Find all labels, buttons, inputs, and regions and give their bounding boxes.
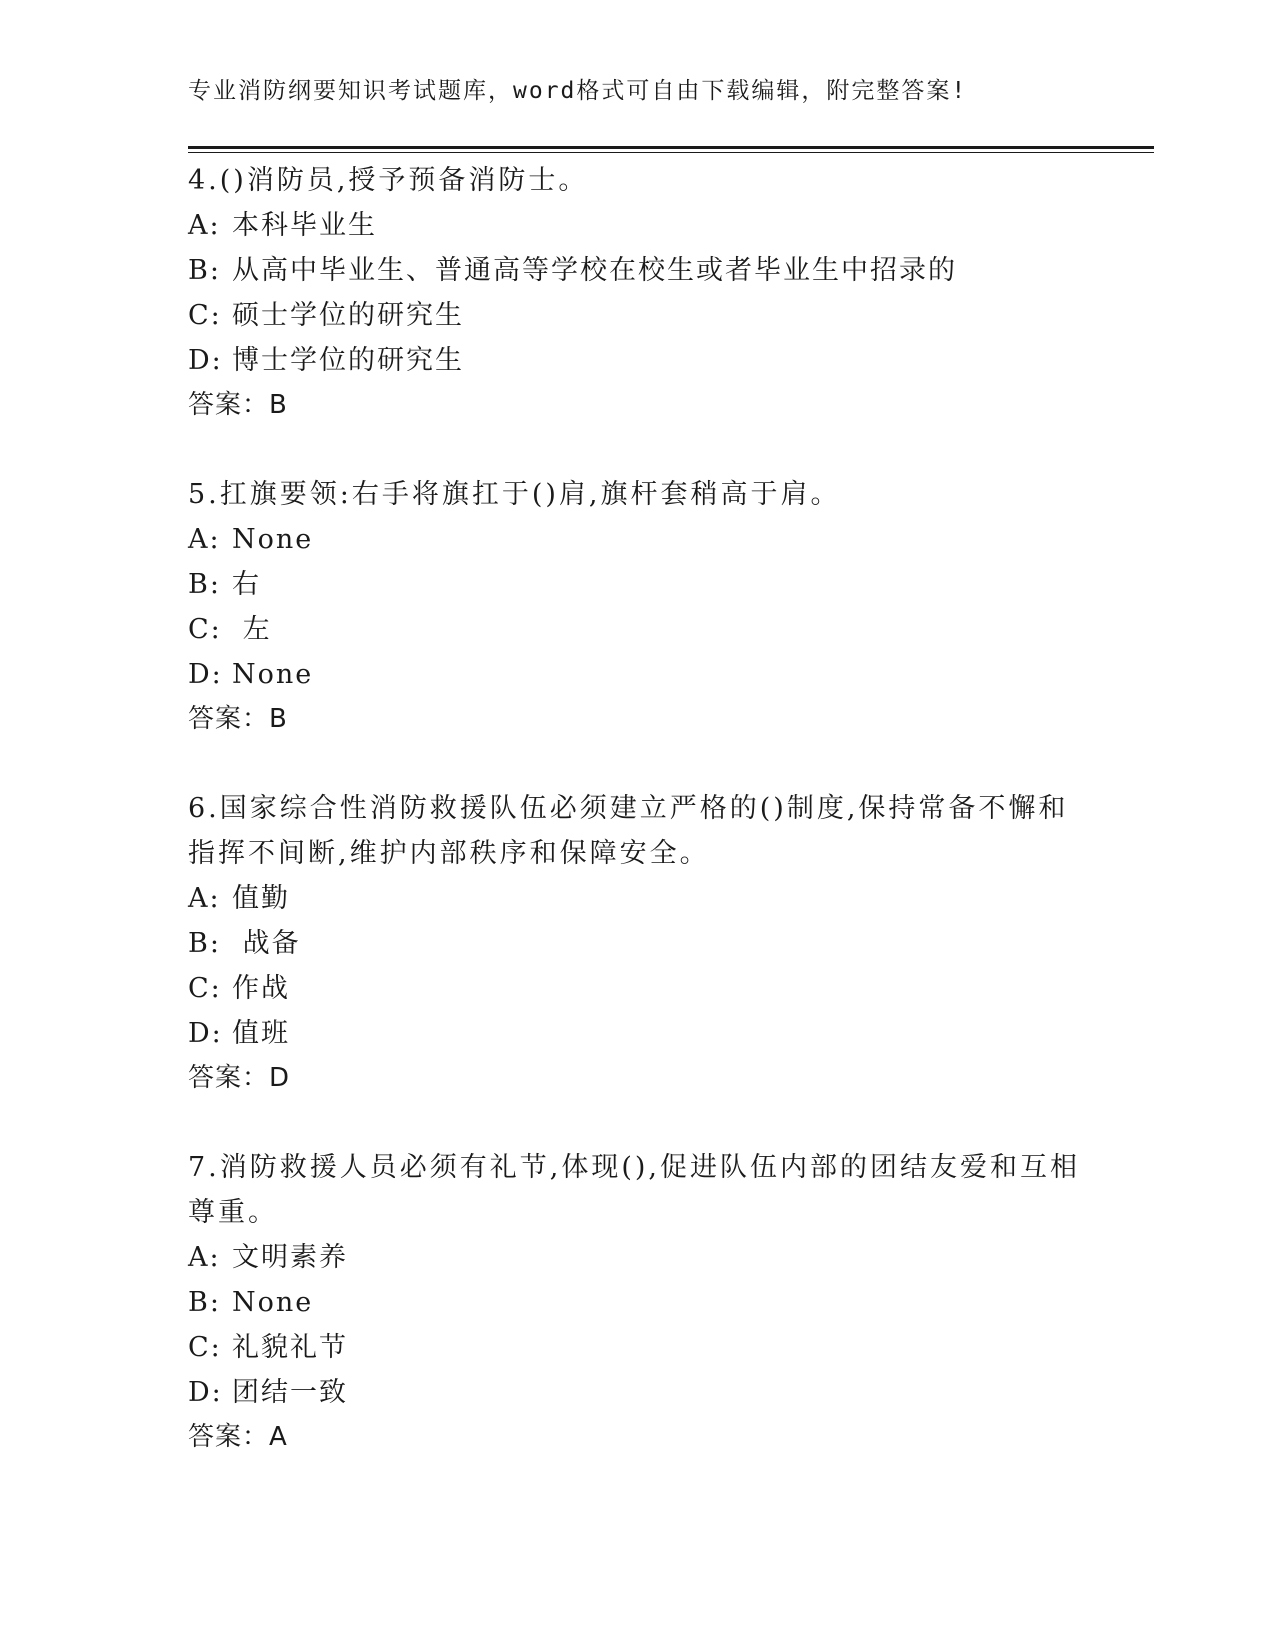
option-key: C: xyxy=(188,973,222,1004)
option-b xyxy=(188,248,1088,293)
option-text: 团结一致 xyxy=(232,1377,348,1408)
question-stem: 6.国家综合性消防救援队伍必须建立严格的()制度,保持常备不懈和指挥不间断,维护内部秩序和保障安全。 xyxy=(188,793,1069,869)
option-text: 战备 xyxy=(232,928,301,959)
question-4 xyxy=(188,158,1088,428)
option-text: 右 xyxy=(232,569,261,600)
option-c xyxy=(188,1325,1088,1370)
option-text: 硕士学位的研究生 xyxy=(232,300,464,331)
option-text: 博士学位的研究生 xyxy=(232,345,464,376)
option-key: B: xyxy=(188,1287,221,1318)
option-text: None xyxy=(232,659,314,690)
option-key: A: xyxy=(188,524,221,555)
option-key: A: xyxy=(188,1242,221,1273)
option-text: 文明素养 xyxy=(232,1242,348,1273)
header-divider-thick xyxy=(188,146,1154,149)
option-a xyxy=(188,203,1088,248)
option-text: None xyxy=(232,1287,314,1318)
option-a xyxy=(188,876,1088,921)
answer-line: 答案：B xyxy=(188,704,288,734)
question-stem: 7.消防救援人员必须有礼节,体现(),促进队伍内部的团结友爱和互相尊重。 xyxy=(188,1152,1080,1228)
option-key: A: xyxy=(188,210,221,241)
question-6 xyxy=(188,786,1088,1101)
option-c xyxy=(188,966,1088,1011)
option-key: D: xyxy=(188,1018,223,1049)
option-key: C: xyxy=(188,1332,222,1363)
answer-line: 答案：B xyxy=(188,390,288,420)
option-b xyxy=(188,921,1088,966)
option-d xyxy=(188,1370,1088,1415)
option-b xyxy=(188,1280,1088,1325)
option-key: A: xyxy=(188,883,221,914)
option-text: 左 xyxy=(232,614,272,645)
question-5 xyxy=(188,472,1088,742)
option-text: 值班 xyxy=(232,1018,290,1049)
option-key: C: xyxy=(188,614,222,645)
option-a xyxy=(188,1235,1088,1280)
option-c xyxy=(188,293,1088,338)
option-text: 礼貌礼节 xyxy=(232,1332,348,1363)
option-key: D: xyxy=(188,1377,223,1408)
option-key: B: xyxy=(188,928,221,959)
option-b xyxy=(188,562,1088,607)
option-d xyxy=(188,1011,1088,1056)
question-stem: 5.扛旗要领:右手将旗扛于()肩,旗杆套稍高于肩。 xyxy=(188,479,841,510)
option-key: B: xyxy=(188,569,221,600)
option-a xyxy=(188,517,1088,562)
answer-line: 答案：A xyxy=(188,1422,288,1452)
option-text: 本科毕业生 xyxy=(232,210,377,241)
answer-line: 答案：D xyxy=(188,1063,291,1093)
option-text: 值勤 xyxy=(232,883,290,914)
option-text: 从高中毕业生、普通高等学校在校生或者毕业生中招录的 xyxy=(232,255,957,286)
question-7 xyxy=(188,1145,1088,1460)
option-key: D: xyxy=(188,659,223,690)
option-key: B: xyxy=(188,255,221,286)
question-list xyxy=(188,158,1088,1504)
question-stem: 4.()消防员,授予预备消防士。 xyxy=(188,165,589,196)
option-key: D: xyxy=(188,345,223,376)
page-header: 专业消防纲要知识考试题库，word格式可自由下载编辑，附完整答案! xyxy=(188,78,968,104)
option-c xyxy=(188,607,1088,652)
option-text: None xyxy=(232,524,314,555)
option-text: 作战 xyxy=(232,973,290,1004)
option-d xyxy=(188,338,1088,383)
header-divider-thin xyxy=(188,152,1154,153)
option-d xyxy=(188,652,1088,697)
option-key: C: xyxy=(188,300,222,331)
